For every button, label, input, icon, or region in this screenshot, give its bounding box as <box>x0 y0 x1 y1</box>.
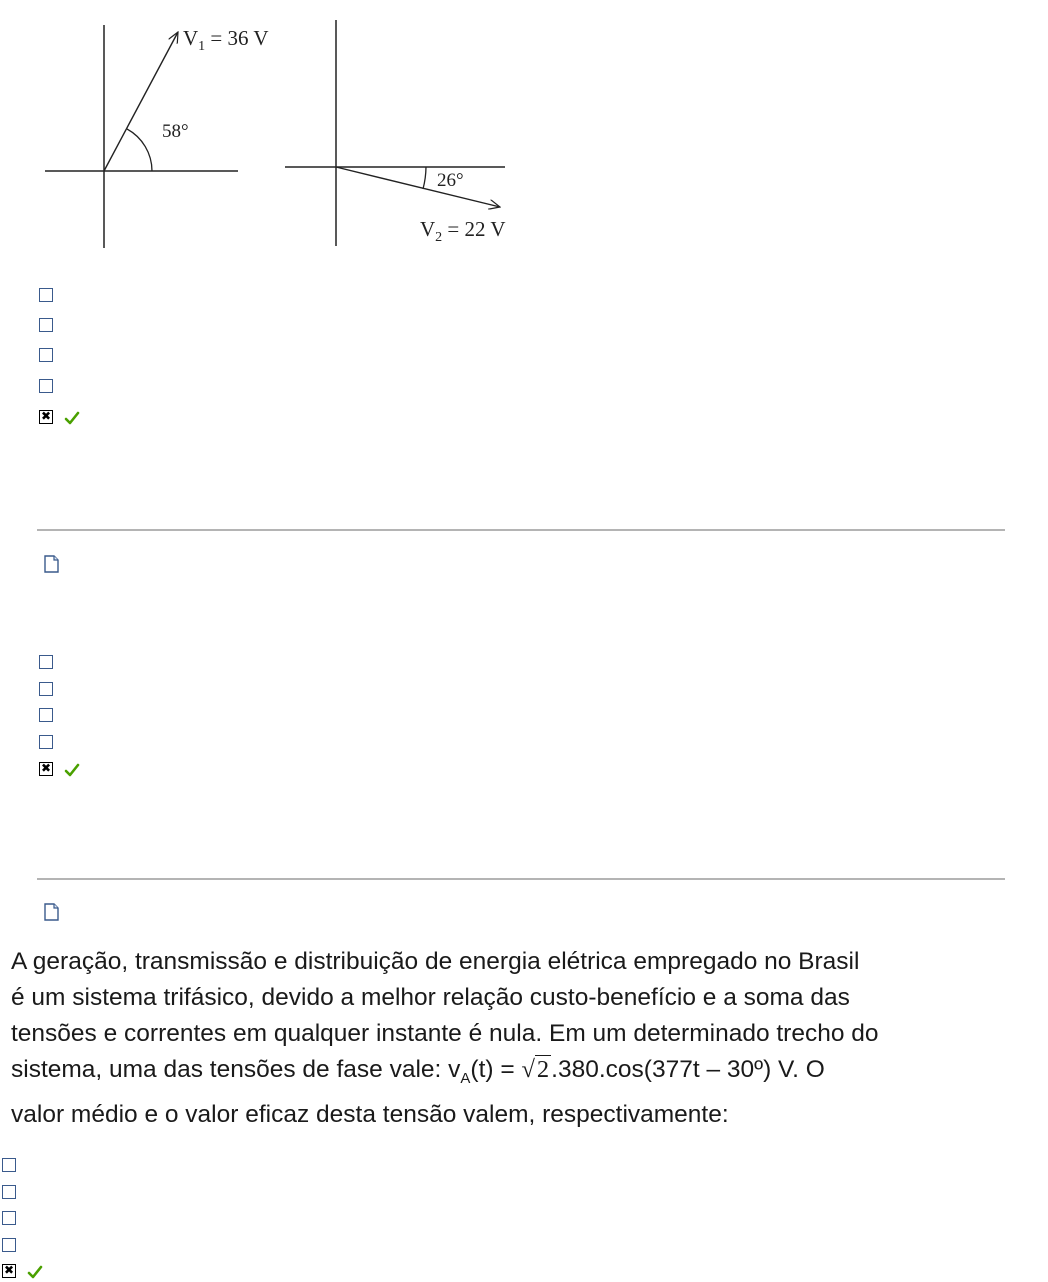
option-checkbox[interactable] <box>2 1158 16 1172</box>
option-checkbox[interactable] <box>2 1185 16 1199</box>
square-root: √2 <box>521 1056 550 1083</box>
question3-text <box>11 944 1041 1133</box>
question-line-formula <box>11 1052 1041 1097</box>
document-icon <box>44 903 59 921</box>
question-line: é um sistema trifásico, devido a melhor relação custo-benefício e a soma das <box>11 984 850 1011</box>
option-checkbox[interactable] <box>2 1238 16 1252</box>
option-checkbox[interactable] <box>39 682 53 696</box>
option-checkbox[interactable] <box>39 735 53 749</box>
option-checkbox[interactable] <box>39 348 53 362</box>
option-checkbox[interactable] <box>39 288 53 302</box>
option-checkbox[interactable] <box>39 655 53 669</box>
v2-subscript: 2 <box>435 230 443 245</box>
v1-angle-arc <box>127 129 152 171</box>
document-icon <box>44 555 59 573</box>
v1-vector <box>104 32 178 171</box>
question-line: A geração, transmissão e distribuição de energia elétrica empregado no Brasil <box>11 948 860 975</box>
correct-check-icon <box>64 411 80 425</box>
option-checkbox-checked[interactable]: ✖ <box>40 761 52 775</box>
correct-check-icon <box>27 1265 43 1279</box>
option-checkbox[interactable] <box>2 1211 16 1225</box>
question-line: tensões e correntes em qualquer instante é nula. Em um determinado trecho do <box>11 1020 879 1047</box>
section-divider <box>37 529 1005 531</box>
v2-value: = 22 V <box>442 217 506 241</box>
option-checkbox-checked[interactable]: ✖ <box>3 1263 15 1277</box>
v2-vector <box>336 167 500 207</box>
formula-subscript: A <box>460 1069 471 1087</box>
option-checkbox-checked[interactable]: ✖ <box>40 409 52 423</box>
angle1-label: 58° <box>162 121 189 142</box>
correct-check-icon <box>64 763 80 777</box>
square-root-radicand: 2 <box>536 1056 550 1083</box>
formula-mid: (t) = <box>470 1056 522 1083</box>
v1-value: = 36 V <box>205 26 269 50</box>
formula-suffix: .380.cos(377t – 30º) V. O <box>551 1056 825 1083</box>
v1-subscript: 1 <box>198 39 206 54</box>
section-divider <box>37 878 1005 880</box>
option-checkbox[interactable] <box>39 708 53 722</box>
option-checkbox[interactable] <box>39 318 53 332</box>
v2-label <box>420 219 506 245</box>
question-line: valor médio e o valor eficaz desta tensão valem, respectivamente: <box>11 1100 729 1128</box>
angle2-label: 26° <box>437 170 464 191</box>
option-checkbox[interactable] <box>39 379 53 393</box>
v1-symbol: V <box>183 26 199 50</box>
formula-prefix: sistema, uma das tensões de fase vale: v <box>11 1056 461 1083</box>
v1-label <box>183 28 269 54</box>
v2-symbol: V <box>420 217 436 241</box>
phasor-diagram <box>0 0 560 260</box>
v2-angle-arc <box>423 167 426 189</box>
